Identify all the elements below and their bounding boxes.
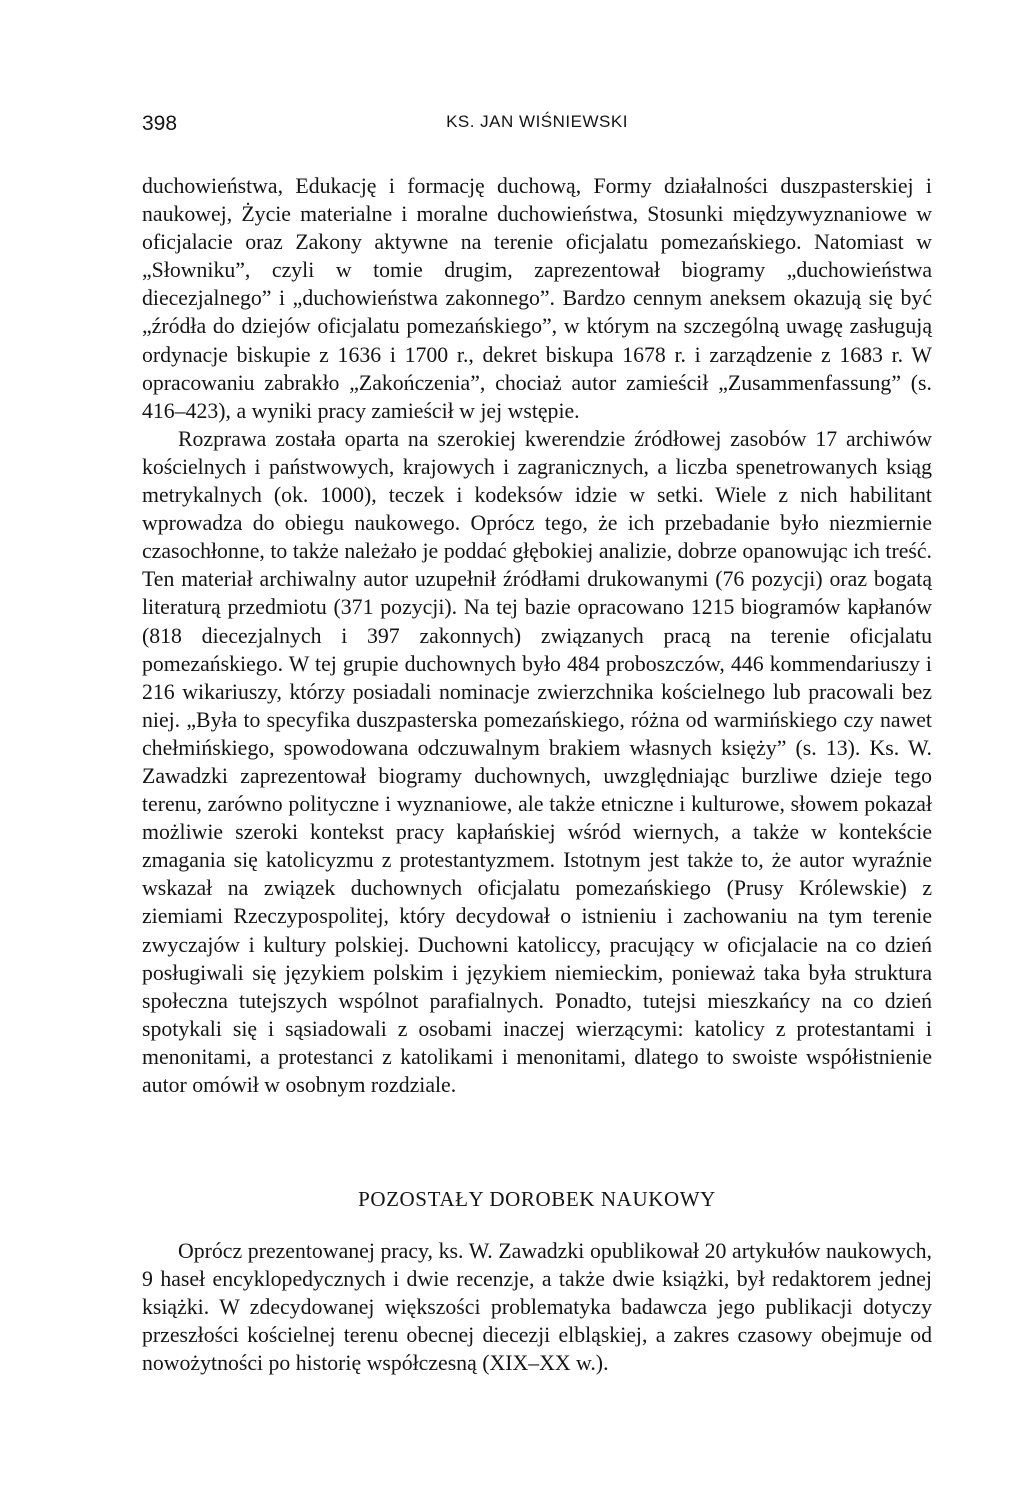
paragraph-continued: duchowieństwa, Edukację i formację duchową, Formy działalności duszpasterskiej i naukowej, Życie materialne i moralne duchowieństwa, Stosunki międzywyznaniowe w oficjalacie oraz Zakony aktywne na terenie oficjalatu pomezańskiego. Natomiast w „Słowniku”, czyli w tomie drugim, zaprezentował biogramy „duchowieństwa diecezjalnego” i „duchowieństwa zakonnego”. Bardzo cennym aneksem okazują się być „źródła do dziejów oficjalatu pomezańskiego”, w którym na szczególną uwagę zasługują ordynacje biskupie z 1636 i 1700 r., dekret biskupa 1678 r. i zarządzenie z 1683 r. W opracowaniu zabrakło „Zakończenia”, chociaż autor zamieścił „Zusammenfassung” (s. 416–423), a wyniki pracy zamieścił w jej wstępie. <box>142 174 932 423</box>
section-paragraph: Oprócz prezentowanej pracy, ks. W. Zawadzki opublikował 20 artykułów naukowych, 9 haseł encyklopedycznych i dwie recenzje, a także dwie książki, był redaktorem jednej książki. W zdecydowanej większości problematyka badawcza jego publikacji dotyczy przeszłości kościelnej terenu obecnej diecezji elbląskiej, a zakres czasowy obejmuje od nowożytności po historię współczesną (XIX–XX w.). <box>142 1239 932 1376</box>
running-head <box>142 112 932 142</box>
page-number: 398 <box>142 112 178 135</box>
section-heading: POZOSTAŁY DOROBEK NAUKOWY <box>358 1187 716 1212</box>
body-text <box>142 172 932 1378</box>
book-page <box>142 112 932 1378</box>
running-head-author: KS. JAN WIŚNIEWSKI <box>446 112 628 131</box>
paragraph: Rozprawa została oparta na szerokiej kwerendzie źródłowej zasobów 17 archiwów kościelnych i państwowych, krajowych i zagranicznych, a liczba spenetrowanych ksiąg metrykalnych (ok. 1000), teczek i kodeksów idzie w setki. Wiele z nich habilitant wprowadza do obiegu naukowego. Oprócz tego, że ich przebadanie było niezmiernie czasochłonne, to także należało je poddać głębokiej analizie, dobrze opanowując ich treść. Ten materiał archiwalny autor uzupełnił źródłami drukowanymi (76 pozycji) oraz bogatą literaturą przedmiotu (371 pozycji). Na tej bazie opracowano 1215 biogramów kapłanów (818 diecezjalnych i 397 zakonnych) związanych pracą na terenie oficjalatu pomezańskiego. W tej grupie duchownych było 484 proboszczów, 446 kommendariuszy i 216 wikariuszy, którzy posiadali nominacje zwierzchnika kościelnego lub pracowali bez niej. „Była to specyfika duszpasterska pomezańskiego, różna od warmińskiego czy nawet chełmińskiego, spowodowana odczuwalnym brakiem własnych księży” (s. 13). Ks. W. Zawadzki zaprezentował biogramy duchownych, uwzględniając burzliwe dzieje tego terenu, zarówno polityczne i wyznaniowe, ale także etniczne i kulturowe, słowem pokazał możliwie szeroki kontekst pracy kapłańskiej wśród wiernych, a także w kontekście zmagania się katolicyzmu z protestantyzmem. Istotnym jest także to, że autor wyraźnie wskazał na związek duchownych oficjalatu pomezańskiego (Prusy Królewskie) z ziemiami Rzeczypospolitej, który decydował o istnieniu i zachowaniu na tym terenie zwyczajów i kultury polskiej. Duchowni katoliccy, pracujący w oficjalacie na co dzień posługiwali się językiem polskim i językiem niemieckim, ponieważ taka była struktura społeczna tutejszych wspólnot parafialnych. Ponadto, tutejsi mieszkańcy na co dzień spotykali się i sąsiadowali z osobami inaczej wierzącymi: katolicy z protestantami i menonitami, a protestanci z katolikami i menonitami, dlatego to swoiste współistnienie autor omówił w osobnym rozdziale. <box>142 426 932 1097</box>
